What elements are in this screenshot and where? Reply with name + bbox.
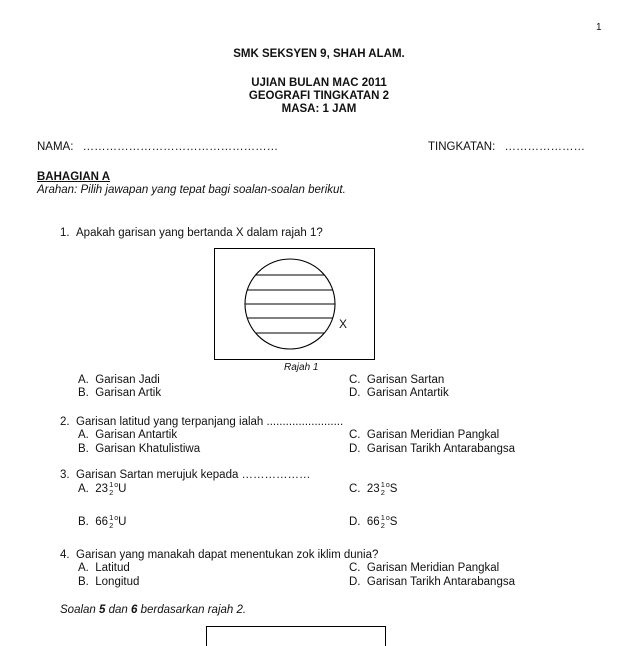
figure-2-frame [206, 626, 386, 646]
q2-option-a[interactable]: A. Garisan Antartik [78, 429, 178, 441]
q4-option-c[interactable]: C. Garisan Meridian Pangkal [349, 562, 500, 574]
page-number: 1 [596, 22, 602, 33]
section-instruction: Arahan: Pilih jawapan yang tepat bagi soalan-soalan berikut. [37, 184, 346, 196]
figure-1-label-x: X [339, 317, 348, 331]
section-title: BAHAGIAN A [37, 171, 111, 183]
fraction: 1 2 [109, 513, 114, 530]
question-2-number: 2. [60, 416, 70, 428]
q2-option-c[interactable]: C. Garisan Meridian Pangkal [349, 429, 500, 441]
name-blank: …………………………………………… [82, 141, 279, 153]
fraction: 1 2 [380, 480, 385, 497]
q3-option-c[interactable]: C. 23 1 2 $^o$S [349, 480, 398, 497]
figure-1-frame [214, 248, 375, 360]
name-field[interactable] [37, 141, 278, 153]
form-blank: ………………… [504, 141, 586, 153]
globe-diagram [215, 249, 374, 359]
exam-duration: MASA: 1 JAM [281, 103, 357, 115]
fraction: 1 2 [380, 513, 385, 530]
q4-option-b[interactable]: B. Longitud [78, 576, 140, 588]
q3-option-a[interactable]: A. 23 1 2 $^o$U [78, 480, 127, 497]
q3-option-d[interactable]: D. 66 1 2 $^o$S [349, 513, 398, 530]
form-label: TINGKATAN: [428, 141, 496, 153]
question-1-text: Apakah garisan yang bertanda X dalam rajah 1? [76, 227, 323, 239]
name-label: NAMA: [37, 141, 74, 153]
q1-option-d[interactable]: D. Garisan Antartik [349, 387, 449, 399]
q4-option-a[interactable]: A. Latitud [78, 562, 130, 574]
q4-option-d[interactable]: D. Garisan Tarikh Antarabangsa [349, 576, 515, 588]
school-name: SMK SEKSYEN 9, SHAH ALAM. [233, 48, 405, 60]
figure-1-caption: Rajah 1 [284, 362, 319, 373]
q1-option-b[interactable]: B. Garisan Artik [78, 387, 162, 399]
question-3-number: 3. [60, 469, 70, 481]
question-1-number: 1. [60, 227, 70, 239]
q1-option-a[interactable]: A. Garisan Jadi [78, 374, 160, 386]
q2-option-b[interactable]: B. Garisan Khatulistiwa [78, 443, 201, 455]
subject-title: GEOGRAFI TINGKATAN 2 [248, 90, 390, 102]
question-2-text: Garisan latitud yang terpanjang ialah ........................ [76, 416, 344, 428]
exam-title: UJIAN BULAN MAC 2011 [251, 77, 387, 89]
question-4-text: Garisan yang manakah dapat menentukan zok iklim dunia? [76, 549, 379, 561]
q3-option-b[interactable]: B. 66 1 2 $^o$U [78, 513, 127, 530]
form-field[interactable] [428, 141, 585, 153]
q2-option-d[interactable]: D. Garisan Tarikh Antarabangsa [349, 443, 515, 455]
q1-option-c[interactable]: C. Garisan Sartan [349, 374, 445, 386]
question-3-text: Garisan Sartan merujuk kepada ……………… [76, 469, 311, 481]
questions-5-6-note: Soalan 5 dan 6 berdasarkan rajah 2. [60, 604, 247, 616]
fraction: 1 2 [109, 480, 114, 497]
question-4-number: 4. [60, 549, 70, 561]
